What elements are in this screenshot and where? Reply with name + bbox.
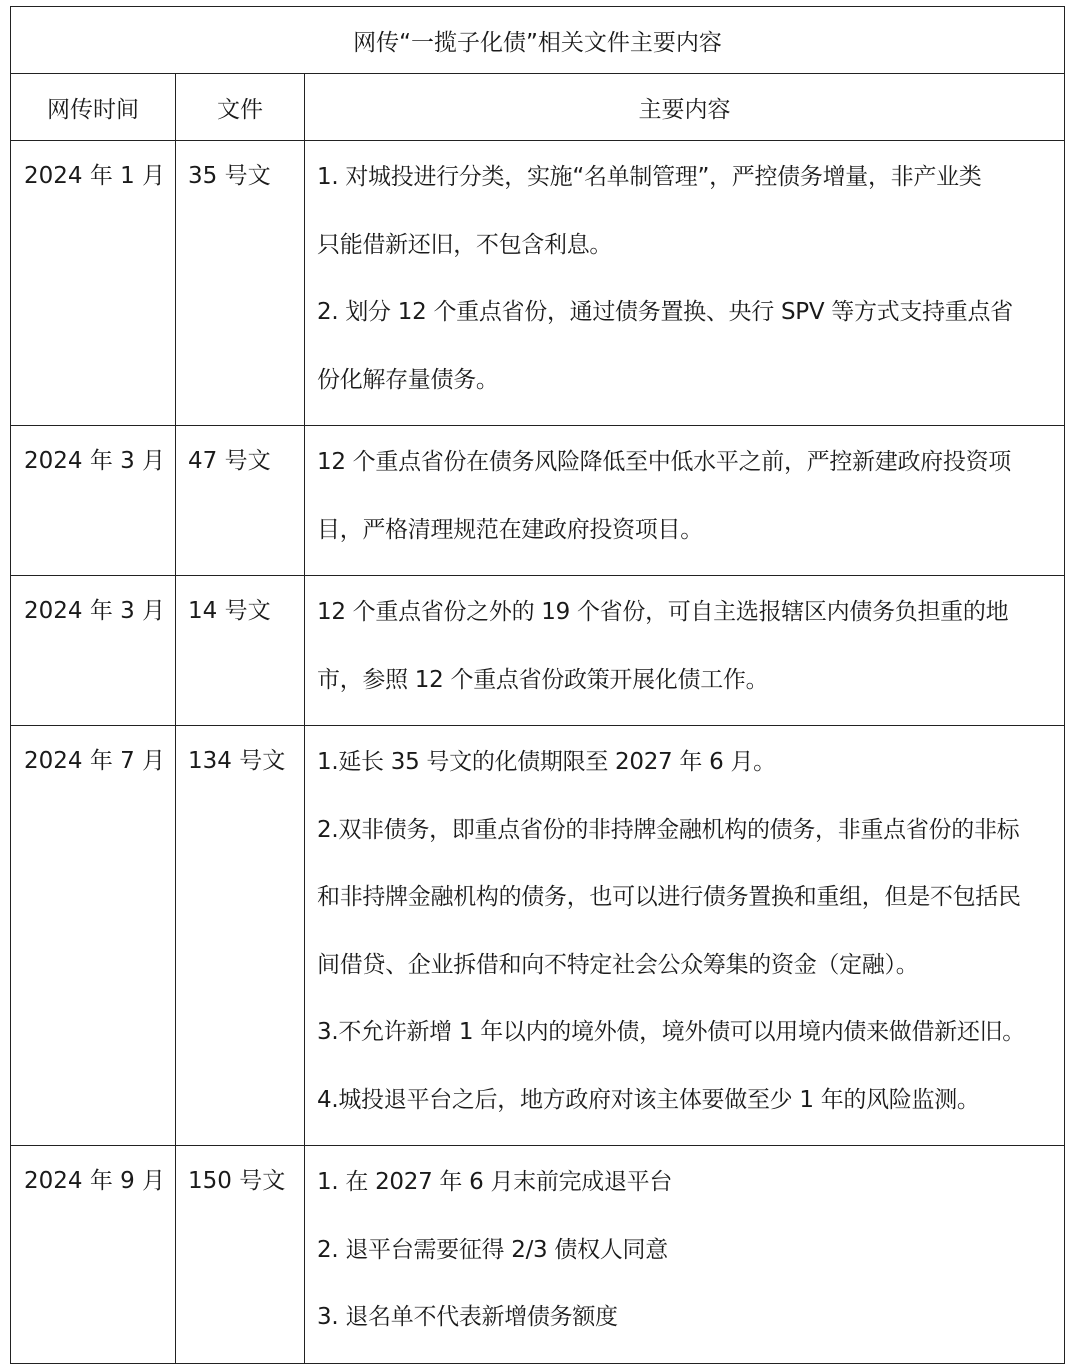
- content-line: 1.延长 35 号文的化债期限至 2027 年 6 月。: [317, 749, 776, 775]
- date-cell: 2024 年 3 月: [11, 426, 176, 576]
- content-line: 3.不允许新增 1 年以内的境外债，境外债可以用境内债来做借新还旧。: [317, 1019, 1026, 1045]
- content-cell: [305, 141, 1065, 426]
- date-cell: 2024 年 3 月: [11, 576, 176, 726]
- content-line: 和非持牌金融机构的债务，也可以进行债务置换和重组，但是不包括民: [317, 884, 1021, 910]
- content-line: 2. 划分 12 个重点省份，通过债务置换、央行 SPV 等方式支持重点省: [317, 299, 1013, 325]
- content-line: 只能借新还旧，不包含利息。: [317, 231, 613, 258]
- table-row: [11, 141, 1065, 426]
- table-title-row: [11, 7, 1065, 74]
- document-cell: 47 号文: [176, 426, 305, 576]
- table-header-row: [11, 74, 1065, 141]
- date-cell: 2024 年 1 月: [11, 141, 176, 426]
- table-row: [11, 576, 1065, 726]
- header-content: 主要内容: [305, 74, 1065, 141]
- table-row: [11, 726, 1065, 1146]
- document-cell: 14 号文: [176, 576, 305, 726]
- content-line: 2.双非债务，即重点省份的非持牌金融机构的债务，非重点省份的非标: [317, 816, 1020, 843]
- content-cell: [305, 726, 1065, 1146]
- content-line: 12 个重点省份之外的 19 个省份，可自主选报辖区内债务负担重的地: [317, 599, 1009, 625]
- document-cell: 134 号文: [176, 726, 305, 1146]
- content-line: 市，参照 12 个重点省份政策开展化债工作。: [317, 666, 769, 693]
- date-cell: 2024 年 9 月: [11, 1146, 176, 1364]
- content-line: 1. 对城投进行分类，实施“名单制管理”，严控债务增量，非产业类: [317, 164, 982, 190]
- document-cell: 35 号文: [176, 141, 305, 426]
- header-date: 网传时间: [11, 74, 176, 141]
- date-cell: 2024 年 7 月: [11, 726, 176, 1146]
- content-cell: [305, 576, 1065, 726]
- content-line: 3. 退名单不代表新增债务额度: [317, 1304, 618, 1330]
- content-cell: [305, 426, 1065, 576]
- content-line: 2. 退平台需要征得 2/3 债权人同意: [317, 1236, 668, 1263]
- table-row: [11, 1146, 1065, 1364]
- content-line: 12 个重点省份在债务风险降低至中低水平之前，严控新建政府投资项: [317, 449, 1011, 475]
- content-line: 份化解存量债务。: [317, 366, 499, 393]
- content-line: 1. 在 2027 年 6 月末前完成退平台: [317, 1169, 673, 1195]
- table-title: 网传“一揽子化债”相关文件主要内容: [11, 7, 1065, 74]
- content-line: 目，严格清理规范在建政府投资项目。: [317, 516, 703, 543]
- header-document: 文件: [176, 74, 305, 141]
- content-line: 4.城投退平台之后，地方政府对该主体要做至少 1 年的风险监测。: [317, 1086, 980, 1113]
- table-row: [11, 426, 1065, 576]
- content-cell: [305, 1146, 1065, 1364]
- content-line: 间借贷、企业拆借和向不特定社会公众筹集的资金（定融）。: [317, 951, 919, 978]
- policy-table: [10, 6, 1065, 1364]
- document-cell: 150 号文: [176, 1146, 305, 1364]
